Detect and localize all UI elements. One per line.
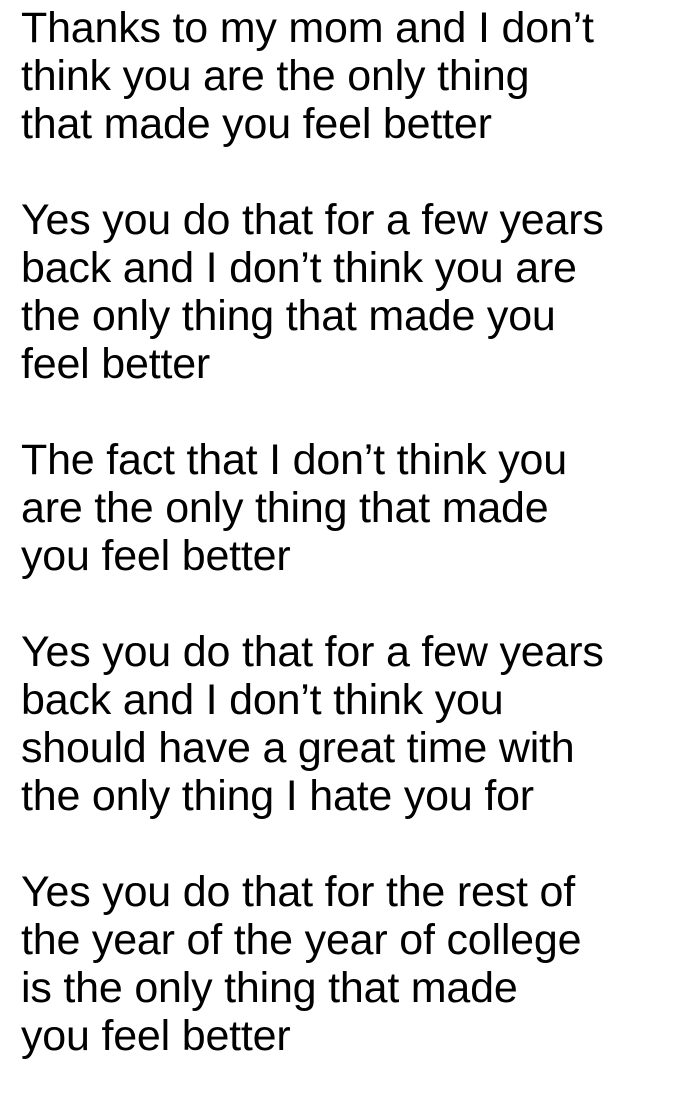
text-line: The fact that I don’t think you: [21, 436, 567, 484]
text-line: feel better: [21, 340, 211, 388]
text-line: Yes you do that for the rest of: [21, 868, 575, 916]
text-line: that made you feel better: [21, 100, 492, 148]
paragraph-3: [21, 436, 691, 580]
text-line: Thanks to my mom and I don’t: [21, 4, 594, 52]
text-line: back and I don’t think you: [21, 676, 504, 724]
text-line: the only thing that made you: [21, 292, 556, 340]
text-line: the year of the year of college: [21, 916, 582, 964]
paragraph-4: [21, 628, 691, 820]
paragraph-2: [21, 196, 691, 388]
text-line: the only thing I hate you for: [21, 772, 534, 820]
paragraph-1: [21, 4, 691, 148]
text-line: back and I don’t think you are: [21, 244, 577, 292]
text-line: Yes you do that for a few years: [21, 196, 604, 244]
document-body: [21, 4, 691, 1108]
text-line: Yes you do that for a few years: [21, 628, 604, 676]
text-line: you feel better: [21, 532, 291, 580]
paragraph-5: [21, 868, 691, 1060]
text-line: is the only thing that made: [21, 964, 518, 1012]
text-line: you feel better: [21, 1012, 291, 1060]
text-line: should have a great time with: [21, 724, 575, 772]
text-line: are the only thing that made: [21, 484, 549, 532]
text-line: think you are the only thing: [21, 52, 530, 100]
